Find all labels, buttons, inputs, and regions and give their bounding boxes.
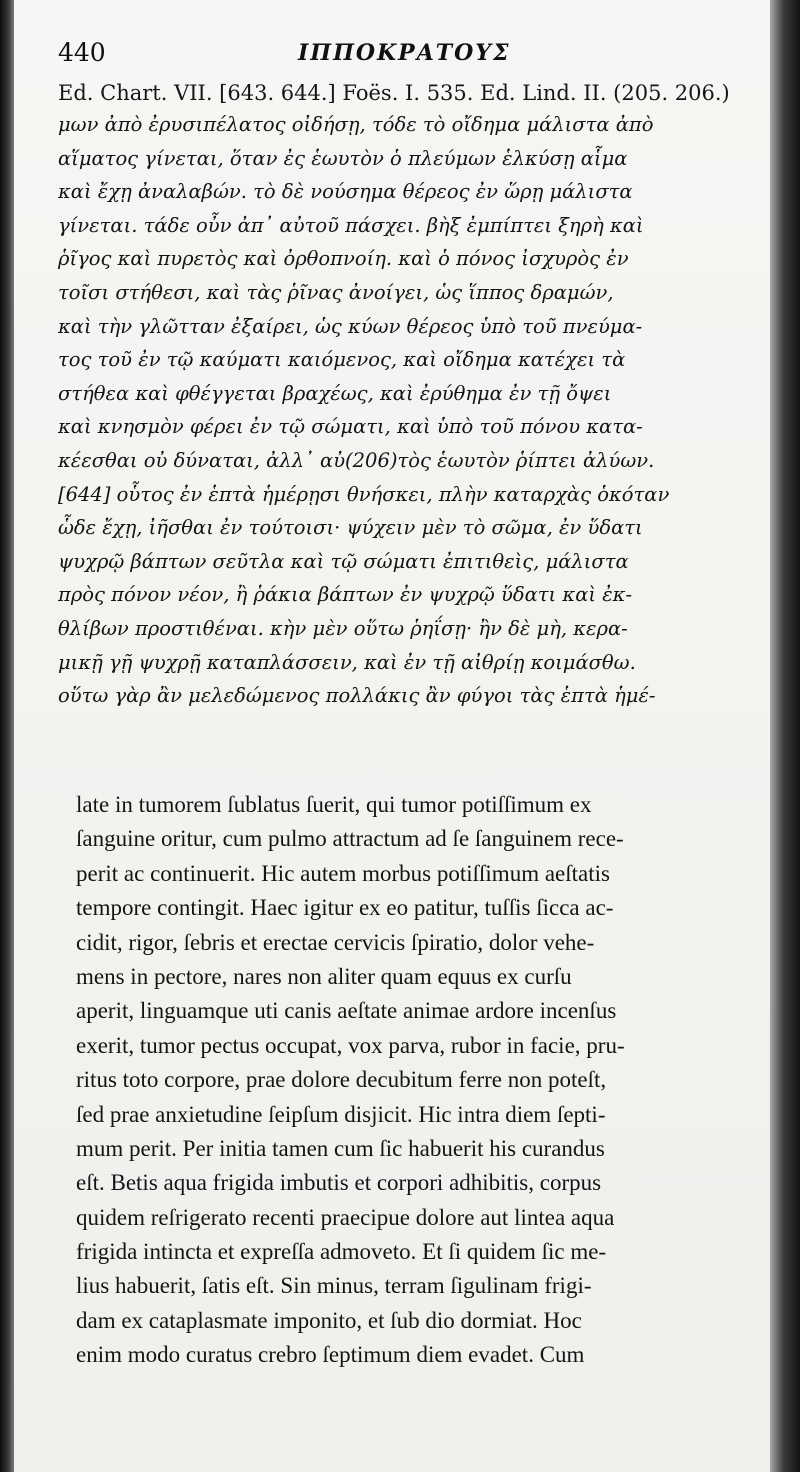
latin-line: perit ac continuerit. Hic autem morbus potiſſimum aeſtatis (76, 860, 610, 886)
latin-line: tempore contingit. Haec igitur ex eo patitur, tuſſis ſicca ac- (76, 895, 614, 921)
latin-line: lius habuerit, ſatis eſt. Sin minus, terram ſigulinam frigi- (76, 1273, 592, 1299)
page-number: 440 (58, 38, 106, 67)
greek-line: πρὸς πόνον νέον, ἢ ῥάκια βάπτων ἐν ψυχρῷ ὕδατι καὶ ἐκ- (58, 583, 633, 607)
latin-line: dam ex cataplasmate imponito, et ſub dio dormiat. Hoc (76, 1307, 582, 1333)
greek-line: στήθεα καὶ φθέγγεται βραχέως, καὶ ἐρύθημα ἐν τῇ ὄψει (58, 381, 612, 405)
running-head-title: ΙΠΠΟΚΡΑΤΟΥΣ (298, 40, 511, 66)
greek-line: αἵματος γίνεται, ὅταν ἐς ἑωυτὸν ὁ πλεύμων ἑλκύσῃ αἷμα (58, 146, 628, 170)
latin-line: eſt. Betis aqua frigida imbutis et corpori adhibitis, corpus (76, 1170, 602, 1196)
edition-reference-line: Ed. Chart. VII. [643. 644.] Foës. I. 535. Ed. Lind. II. (205. 206.) (58, 81, 730, 105)
greek-line: κέεσθαι οὐ δύναται, ἀλλ᾽ αὐ(206)τὸς ἑωυτὸν ῥίπτει ἀλύων. (58, 448, 655, 472)
greek-line: ὧδε ἔχῃ, ἰῆσθαι ἐν τούτοισι· ψύχειν μὲν τὸ σῶμα, ἐν ὕδατι (58, 516, 643, 540)
latin-line: late in tumorem ſublatus ſuerit, qui tumor potiſſimum ex (76, 792, 592, 817)
latin-line: mum perit. Per initia tamen cum ſic habuerit his curandus (76, 1135, 605, 1161)
greek-line: οὕτω γὰρ ἂν μελεδώμενος πολλάκις ἂν φύγοι τὰς ἑπτὰ ἡμέ- (58, 684, 656, 708)
greek-line: θλίβων προστιθέναι. κὴν μὲν οὕτω ῥηΐσῃ· ἢν δὲ μὴ, κερα- (58, 616, 628, 640)
greek-line: ψυχρῷ βάπτων σεῦτλα καὶ τῷ σώματι ἐπιτιθεὶς, μάλιστα (58, 549, 629, 573)
greek-line: γίνεται. τάδε οὖν ἀπ᾽ αὐτοῦ πάσχει. βὴξ ἐμπίπτει ξηρὴ καὶ (58, 213, 644, 237)
greek-line: μικῇ γῇ ψυχρῇ καταπλάσσειν, καὶ ἐν τῇ αἰθρίῃ κοιμάσθω. (58, 650, 636, 674)
scan-right-edge (770, 0, 800, 1472)
latin-line: exerit, tumor pectus occupat, vox parva, rubor in facie, pru- (76, 1032, 625, 1058)
latin-translation-block (76, 788, 770, 1373)
greek-line: τοῖσι στήθεσι, καὶ τὰς ῥῖνας ἀνοίγει, ὡς ἵππος δραμών, (58, 280, 614, 304)
latin-line: mens in pectore, nares non aliter quam equus ex curſu (76, 963, 572, 989)
latin-line: aperit, linguamque uti canis aeſtate animae ardore incenſus (76, 998, 617, 1024)
latin-line: quidem reſrigerato recenti praecipue dolore aut lintea aqua (76, 1204, 615, 1230)
latin-line: ſanguine oritur, cum pulmo attractum ad ſe ſanguinem rece- (76, 826, 624, 852)
greek-line: ῥῖγος καὶ πυρετὸς καὶ ὀρθοπνοίη. καὶ ὁ πόνος ἰσχυρὸς ἐν (58, 247, 629, 271)
greek-line: καὶ τὴν γλῶτταν ἐξαίρει, ὡς κύων θέρεος ὑπὸ τοῦ πνεύμα- (58, 314, 643, 338)
book-page (14, 0, 770, 1472)
latin-line: ritus toto corpore, prae dolore decubitum ferre non poteſt, (76, 1067, 607, 1093)
greek-line: [644] οὗτος ἐν ἑπτὰ ἡμέρῃσι θνήσκει, πλὴν καταρχὰς ὁκόταν (58, 482, 670, 506)
running-head (58, 38, 748, 68)
greek-line: καὶ κνησμὸν φέρει ἐν τῷ σώματι, καὶ ὑπὸ τοῦ πόνου κατα- (58, 415, 643, 439)
latin-line: ſed prae anxietudine ſeipſum disjicit. Hic intra diem ſepti- (76, 1101, 606, 1127)
greek-line: καὶ ἔχῃ ἀναλαβών. τὸ δὲ νούσημα θέρεος ἐν ὥρῃ μάλιστα (58, 180, 633, 204)
greek-line: τος τοῦ ἐν τῷ καύματι καιόμενος, καὶ οἴδημα κατέχει τὰ (58, 348, 626, 372)
scan-left-edge (0, 0, 14, 1472)
latin-line: frigida intincta et expreſſa admoveto. Et ſi quidem ſic me- (76, 1239, 607, 1265)
latin-line: enim modo curatus crebro ſeptimum diem evadet. Cum (76, 1342, 585, 1368)
greek-text-block (58, 108, 770, 713)
latin-line: cidit, rigor, ſebris et erectae cervicis ſpiratio, dolor vehe- (76, 929, 595, 955)
greek-line: μων ἀπὸ ἐρυσιπέλατος οἰδήσῃ, τόδε τὸ οἴδημα μάλιστα ἀπὸ (58, 113, 654, 136)
